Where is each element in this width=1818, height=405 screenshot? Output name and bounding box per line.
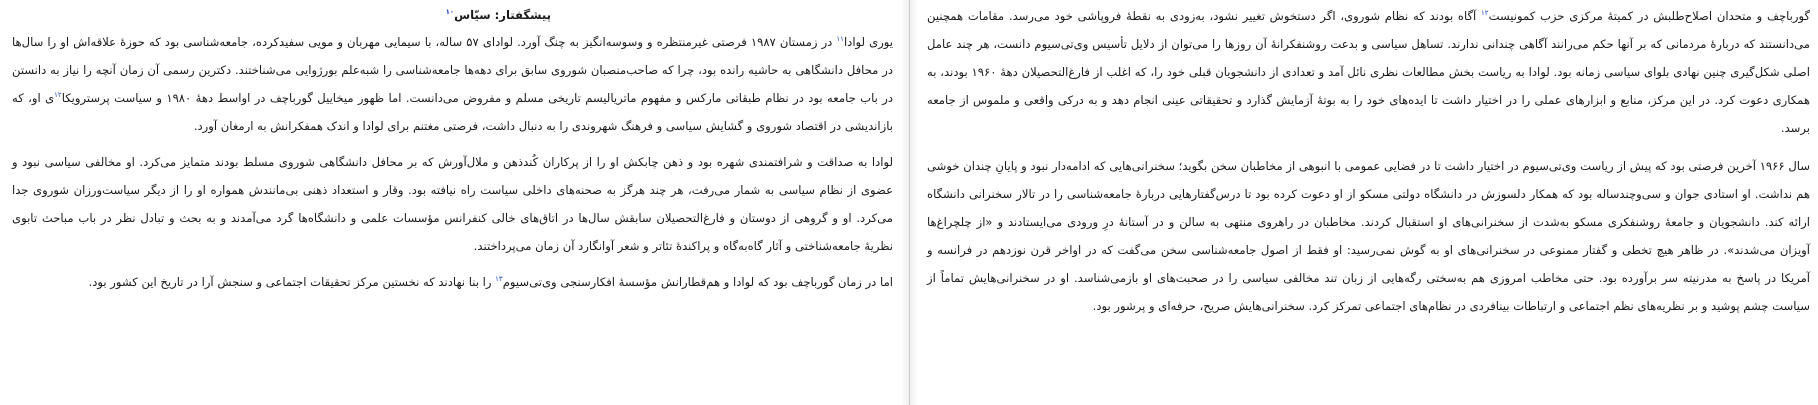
left-p1-text-a: یوری لوادا [843,35,894,49]
gutter-shadow-left [901,0,909,405]
right-paragraph-2: سال ۱۹۶۶ آخرین فرصتی بود که پیش از ریاست وی‌تی‌سیوم در اختیار داشت تا در فضایی عمومی با انبوهی از مخاطبان سخن بگوید؛ سخنرانی‌هایی که ادامه‌دار نبود و پایانِ چندان خوشی هم نداشت. او استادی جوان و سی‌وچندساله بود که همکار دلسوزش در دانشگاه دولتی مسکو از او دعوت کرده بود تا درس‌گفتارهایی دربارهٔ جامعه‌شناسی را در تالار سخنرانی دانشگاه ارائه کند. دانشجویان و جامعهٔ روشنفکری مسکو به‌شدت از سخنرانی‌های او استقبال کردند. مخاطبان در راهروی منتهی به سالن و در آستانهٔ درِ ورودی می‌ایستادند و «از چلچراغ‌ها آویزان می‌شدند». در ظاهر هیچ تخطی و گفتار ممنوعی در سخنرانی‌های او به گوش نمی‌رسید: او فقط از اصول جامعه‌شناسی سخن می‌گفت که در اواخر قرن نوزدهم در فرانسه و آمریکا در پاسخ به مدرنیته سر برآورده بود. حتی مخاطب امروزی هم به‌سختی رگه‌هایی از زبان تند مخالفی سیاسی را در صحبت‌های او بازمی‌شناسد. او در سخنرانی‌هایش تماماً از سیاست چشم پوشید و بر نظریه‌های نظم اجتماعی و ارتباطات بینافردی در نظام‌های اجتماعی تمرکز کرد. سخنرانی‌هایش صریح، حرفه‌ای و پرشور بود. [927,159,1810,313]
left-paragraph-1 [12,28,893,140]
right-paragraph-1 [927,2,1810,142]
left-paragraph-2: لوادا به صداقت و شرافتمندی شهره بود و ذهن چابکش او را از پرکاران کُندذهن و ملال‌آورش که بر محافل دانشگاهی شوروی مسلط بودند متمایز می‌کرد. او مخالفی سیاسی نبود و عضوی از نظام سیاسی به شمار می‌رفت، هر چند هرگز به صحنه‌های داخلی سیاست راه نیافته بود. وقار و استعداد ذهنی بی‌مانندش همواره او را از دیگر سیاست‌ورزان شوروی جدا می‌کرد. او و گروهی از دوستان و فارغ‌التحصیلان سابقش سال‌ها در اتاق‌های خالی کنفرانس مؤسسات علمی و دانشگاه‌ها گرد می‌آمدند و به بحث و تبادل نظر در باب مباحث تابوی نظریهٔ جامعه‌شناختی و آثار گاه‌به‌گاه و پراکندهٔ تئاتر و شعر آوانگارد آن زمان می‌پرداختند. [12,155,893,253]
right-page[interactable] [909,0,1818,405]
right-p1-text-a: گورباچف و متحدان اصلاح‌طلبش در کمیتهٔ مرکزی حزب کمونیست [1488,9,1810,23]
left-p3-text-a: اما در زمان گورباچف بود که لوادا و هم‌قطارانش مؤسسهٔ افکارسنجی وی‌تی‌سیوم [502,275,893,289]
footnote-marker-11[interactable]: ۱۱ [836,35,844,44]
left-p1-text-c: ی او، که بازاندیشی در اقتصاد شوروی و گشایش سیاسی و فرهنگ شهروندی را به دنبال داشت، فرصتی مغتنم برای لوادا و اندک همفکرانش به ارمغان آورد. [12,91,893,133]
chapter-title [12,2,893,28]
footnote-marker-12b[interactable]: ۱۲ [54,91,62,100]
left-p1-text-b: در زمستان ۱۹۸۷ فرصتی غیرمنتظره و وسوسه‌انگیز به چنگ آورد. لوادای ۵۷ ساله، با سیمایی مهربان و مویی سفیدکرده، جامعه‌شناسی بود که حوزهٔ علاقه‌اش او را سال‌ها در محافل دانشگاهی به حاشیه رانده بود، چرا که صاحب‌منصبان شوروی سابق برای دهه‌ها جامعه‌شناسی را شبه‌علم بورژوایی می‌شناختند. دکترین رسمی آن زمان آنچه را نیاز به دانستن در باب جامعه بود در نظام طبقاتی مارکس و مفهوم ماتریالیسم تاریخی مسلم و مفروض می‌دانست. اما ظهور میخاییل گورباچف در اواسط دههٔ ۱۹۸۰ و سیاست پرسترویکا [12,35,894,105]
right-p1-text-b: آگاه بودند که نظام شوروی، اگر دستخوش تغییر نشود، به‌زودی به نقطهٔ فروپاشی خود می‌رسد. مقامات همچنین می‌دانستند که دربارهٔ مردمانی که بر آنها حکم می‌رانند آگاهی چندانی ندارند. تساهل سیاسی و بدعت روشنفکرانهٔ آن روزها را می‌توان از دلایل تأسیس وی‌تی‌سیوم دانست، هر چند عامل اصلی شکل‌گیری چنین نهادی بلوای سیاسی زمانه بود. لوادا به ریاست بخش مطالعات نظری نائل آمد و تعدادی از دانشجویان قبلی خود را، که اغلب از فارغ‌التحصیلان دههٔ ۱۹۶۰ بودند، به همکاری دعوت کرد. در این مرکز، منابع و ابزارهای عملی را در اختیار داشت تا ایده‌های خود را به بوتهٔ آزمایش گذارد و تحقیقاتی عینی انجام دهد و به درکی واقعی و ملموس از جامعه برسد. [927,9,1810,135]
footnote-marker-10[interactable]: ۱۰ [445,8,455,17]
footnote-marker-12[interactable]: ۱۲ [1481,9,1489,18]
gutter-shadow-right [910,0,918,405]
footnote-marker-13[interactable]: ۱۳ [495,275,503,284]
left-p3-text-b: را بنا نهادند که نخستین مرکز تحقیقات اجتماعی و سنجش آرا در تاریخ این کشور بود. [88,275,496,289]
left-paragraph-3 [12,268,893,296]
chapter-title-text: پیشگفتار: سیّاس [454,8,551,22]
